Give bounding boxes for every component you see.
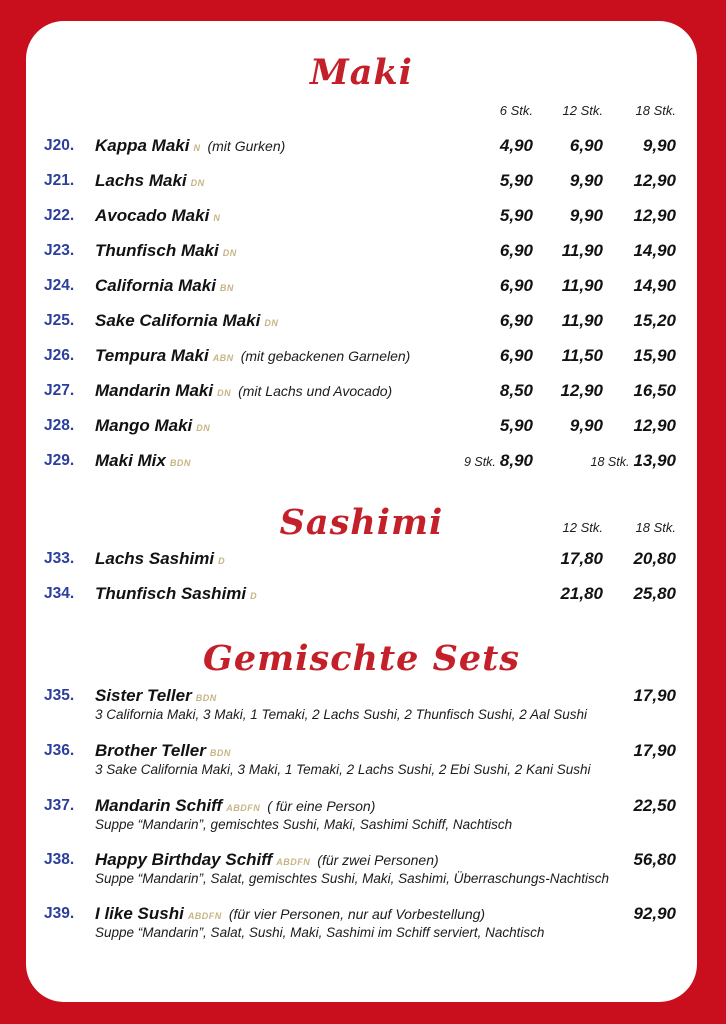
item-name: Maki Mix (95, 450, 166, 470)
item-name: Tempura Maki (95, 345, 209, 365)
item-name: Sister Teller (95, 686, 192, 705)
item-name: I like Sushi (95, 904, 184, 923)
item-name: Mandarin Maki (95, 380, 214, 400)
item-number: J38. (44, 851, 75, 868)
allergen-code: BDN (209, 748, 231, 758)
item-name: Thunfisch Sashimi (95, 583, 247, 603)
set-description: Suppe “Mandarin”, gemischtes Sushi, Maki, Sashimi Schiff, Nachtisch (95, 817, 513, 832)
price-6stk: 5,90 (499, 205, 533, 225)
allergen-code: N (213, 212, 221, 223)
set-price: 22,50 (633, 796, 676, 815)
set-row-j39 (26, 903, 697, 947)
allergen-code: DN (217, 387, 232, 398)
column-header-12stk: 12 Stk. (562, 103, 603, 118)
price-18stk: 25,80 (633, 583, 676, 603)
price-18stk: 12,90 (633, 205, 676, 225)
item-name: Lachs Maki (95, 170, 187, 190)
price-18stk: 14,90 (633, 240, 676, 260)
item-name-line (95, 451, 191, 471)
item-name-line (95, 740, 231, 764)
item-name: Avocado Maki (95, 205, 210, 225)
item-name-line (95, 311, 278, 331)
menu-item-row-j21 (26, 163, 697, 198)
price-18stk: 20,80 (633, 548, 676, 568)
special-price-value: 13,90 (633, 450, 676, 470)
price-6stk: 5,90 (499, 170, 533, 190)
item-note: (mit gebackenen Garnelen) (240, 347, 411, 364)
menu-item-row-j34 (26, 576, 697, 611)
item-number: J33. (44, 549, 75, 567)
price-12stk: 12,90 (560, 380, 603, 400)
price-18stk: 12,90 (633, 415, 676, 435)
price-12stk: 9,90 (569, 170, 603, 190)
item-name-line (95, 849, 439, 873)
item-name-line (95, 903, 485, 927)
set-description: 3 Sake California Maki, 3 Maki, 1 Temaki, 2 Lachs Sushi, 2 Ebi Sushi, 2 Kani Sushi (95, 762, 591, 777)
item-name-line (95, 206, 220, 226)
item-number: J36. (44, 742, 75, 759)
item-name: Mandarin Schiff (95, 796, 223, 815)
set-row-j37 (26, 795, 697, 839)
allergen-code: DN (190, 177, 205, 188)
item-number: J29. (44, 451, 75, 469)
allergen-code: N (193, 142, 201, 153)
menu-item-row-j29 (26, 443, 697, 478)
price-12stk: 9,90 (569, 205, 603, 225)
menu-item-row-j20 (26, 128, 697, 163)
item-name-line (95, 241, 237, 261)
item-number: J34. (44, 584, 75, 602)
menu-card (26, 21, 697, 1002)
price-12stk: 11,90 (561, 310, 603, 330)
section-title-gemischte-sets: Gemischte Sets (203, 638, 520, 679)
allergen-code: ABDFN (187, 911, 222, 921)
section-title-sashimi: Sashimi (279, 502, 444, 543)
allergen-code: DN (196, 422, 211, 433)
column-header-12stk: 12 Stk. (562, 520, 603, 535)
special-price-value: 8,90 (499, 450, 533, 470)
menu-item-row-j22 (26, 198, 697, 233)
column-header-18stk: 18 Stk. (635, 103, 676, 118)
item-name-line (95, 549, 225, 569)
section-title-maki: Maki (310, 52, 413, 93)
item-name: Brother Teller (95, 741, 206, 760)
item-number: J27. (44, 381, 75, 399)
price-18stk: 15,90 (633, 345, 676, 365)
item-name: Mango Maki (95, 415, 193, 435)
price-12stk: 11,90 (561, 240, 603, 260)
price-6stk: 5,90 (499, 415, 533, 435)
price-18stk: 15,20 (633, 310, 676, 330)
item-name: Kappa Maki (95, 135, 190, 155)
item-name: Lachs Sashimi (95, 548, 215, 568)
allergen-code: DN (264, 317, 279, 328)
menu-item-row-j24 (26, 268, 697, 303)
item-name-line (95, 136, 285, 156)
allergen-code: BDN (195, 693, 217, 703)
item-number: J25. (44, 311, 75, 329)
maki-column-headers (26, 101, 697, 121)
item-name: Sake California Maki (95, 310, 261, 330)
set-row-j38 (26, 849, 697, 893)
item-name-line (95, 416, 210, 436)
allergen-code: BN (219, 282, 234, 293)
item-name-line (95, 795, 375, 819)
item-number: J35. (44, 687, 75, 704)
price-6stk: 4,90 (499, 135, 533, 155)
item-number: J24. (44, 276, 75, 294)
column-header-6stk: 6 Stk. (499, 103, 533, 118)
allergen-code: ABDFN (276, 857, 311, 867)
allergen-code: ABDFN (226, 803, 261, 813)
item-number: J39. (44, 905, 75, 922)
item-note: (mit Gurken) (207, 137, 286, 154)
menu-item-row-j28 (26, 408, 697, 443)
item-number: J28. (44, 416, 75, 434)
menu-item-row-j23 (26, 233, 697, 268)
price-12stk: 11,90 (561, 275, 603, 295)
menu-item-row-j26 (26, 338, 697, 373)
item-number: J23. (44, 241, 75, 259)
special-price-9stk (464, 451, 533, 471)
sashimi-column-headers (26, 518, 697, 538)
item-name-line (95, 346, 410, 366)
price-6stk: 6,90 (499, 345, 533, 365)
set-price: 17,90 (633, 741, 676, 760)
price-6stk: 6,90 (499, 240, 533, 260)
allergen-code: D (218, 555, 226, 566)
allergen-code: BDN (169, 457, 191, 468)
set-price: 92,90 (633, 904, 676, 923)
item-note: (für zwei Personen) (317, 852, 439, 868)
item-number: J37. (44, 797, 75, 814)
column-header-18stk: 18 Stk. (635, 520, 676, 535)
set-price: 56,80 (633, 850, 676, 869)
item-name-line (95, 685, 217, 709)
price-18stk: 14,90 (633, 275, 676, 295)
special-price-label: 18 Stk. (590, 454, 630, 469)
menu-item-row-j33 (26, 541, 697, 576)
item-name-line (95, 171, 205, 191)
price-12stk: 6,90 (569, 135, 603, 155)
item-name: California Maki (95, 275, 216, 295)
item-number: J20. (44, 136, 75, 154)
set-price: 17,90 (633, 686, 676, 705)
item-note: ( für eine Person) (267, 798, 376, 814)
item-number: J21. (44, 171, 75, 189)
item-number: J22. (44, 206, 75, 224)
price-6stk: 8,50 (499, 380, 533, 400)
allergen-code: ABN (212, 352, 234, 363)
allergen-code: D (250, 590, 258, 601)
price-18stk: 12,90 (633, 170, 676, 190)
menu-item-row-j27 (26, 373, 697, 408)
item-name: Happy Birthday Schiff (95, 850, 273, 869)
price-18stk: 16,50 (633, 380, 676, 400)
item-name: Thunfisch Maki (95, 240, 219, 260)
item-number: J26. (44, 346, 75, 364)
set-description: 3 California Maki, 3 Maki, 1 Temaki, 2 Lachs Sushi, 2 Thunfisch Sushi, 2 Aal Sushi (95, 707, 587, 722)
special-price-label: 9 Stk. (463, 454, 496, 469)
set-description: Suppe “Mandarin”, Salat, gemischtes Sushi, Maki, Sashimi, Überraschungs-Nachtisch (95, 871, 609, 886)
allergen-code: DN (222, 247, 237, 258)
menu-item-row-j25 (26, 303, 697, 338)
price-6stk: 6,90 (499, 310, 533, 330)
price-12stk: 21,80 (560, 583, 603, 603)
set-description: Suppe “Mandarin”, Salat, Sushi, Maki, Sashimi im Schiff serviert, Nachtisch (95, 925, 545, 940)
item-name-line (95, 584, 257, 604)
price-12stk: 11,50 (561, 345, 603, 365)
price-6stk: 6,90 (499, 275, 533, 295)
set-row-j35 (26, 685, 697, 729)
item-name-line (95, 381, 392, 401)
item-note: (für vier Personen, nur auf Vorbestellung) (228, 906, 486, 922)
special-price-18stk (591, 451, 676, 471)
item-note: (mit Lachs und Avocado) (238, 382, 393, 399)
price-18stk: 9,90 (642, 135, 676, 155)
price-12stk: 17,80 (560, 548, 603, 568)
set-row-j36 (26, 740, 697, 784)
price-12stk: 9,90 (569, 415, 603, 435)
item-name-line (95, 276, 234, 296)
